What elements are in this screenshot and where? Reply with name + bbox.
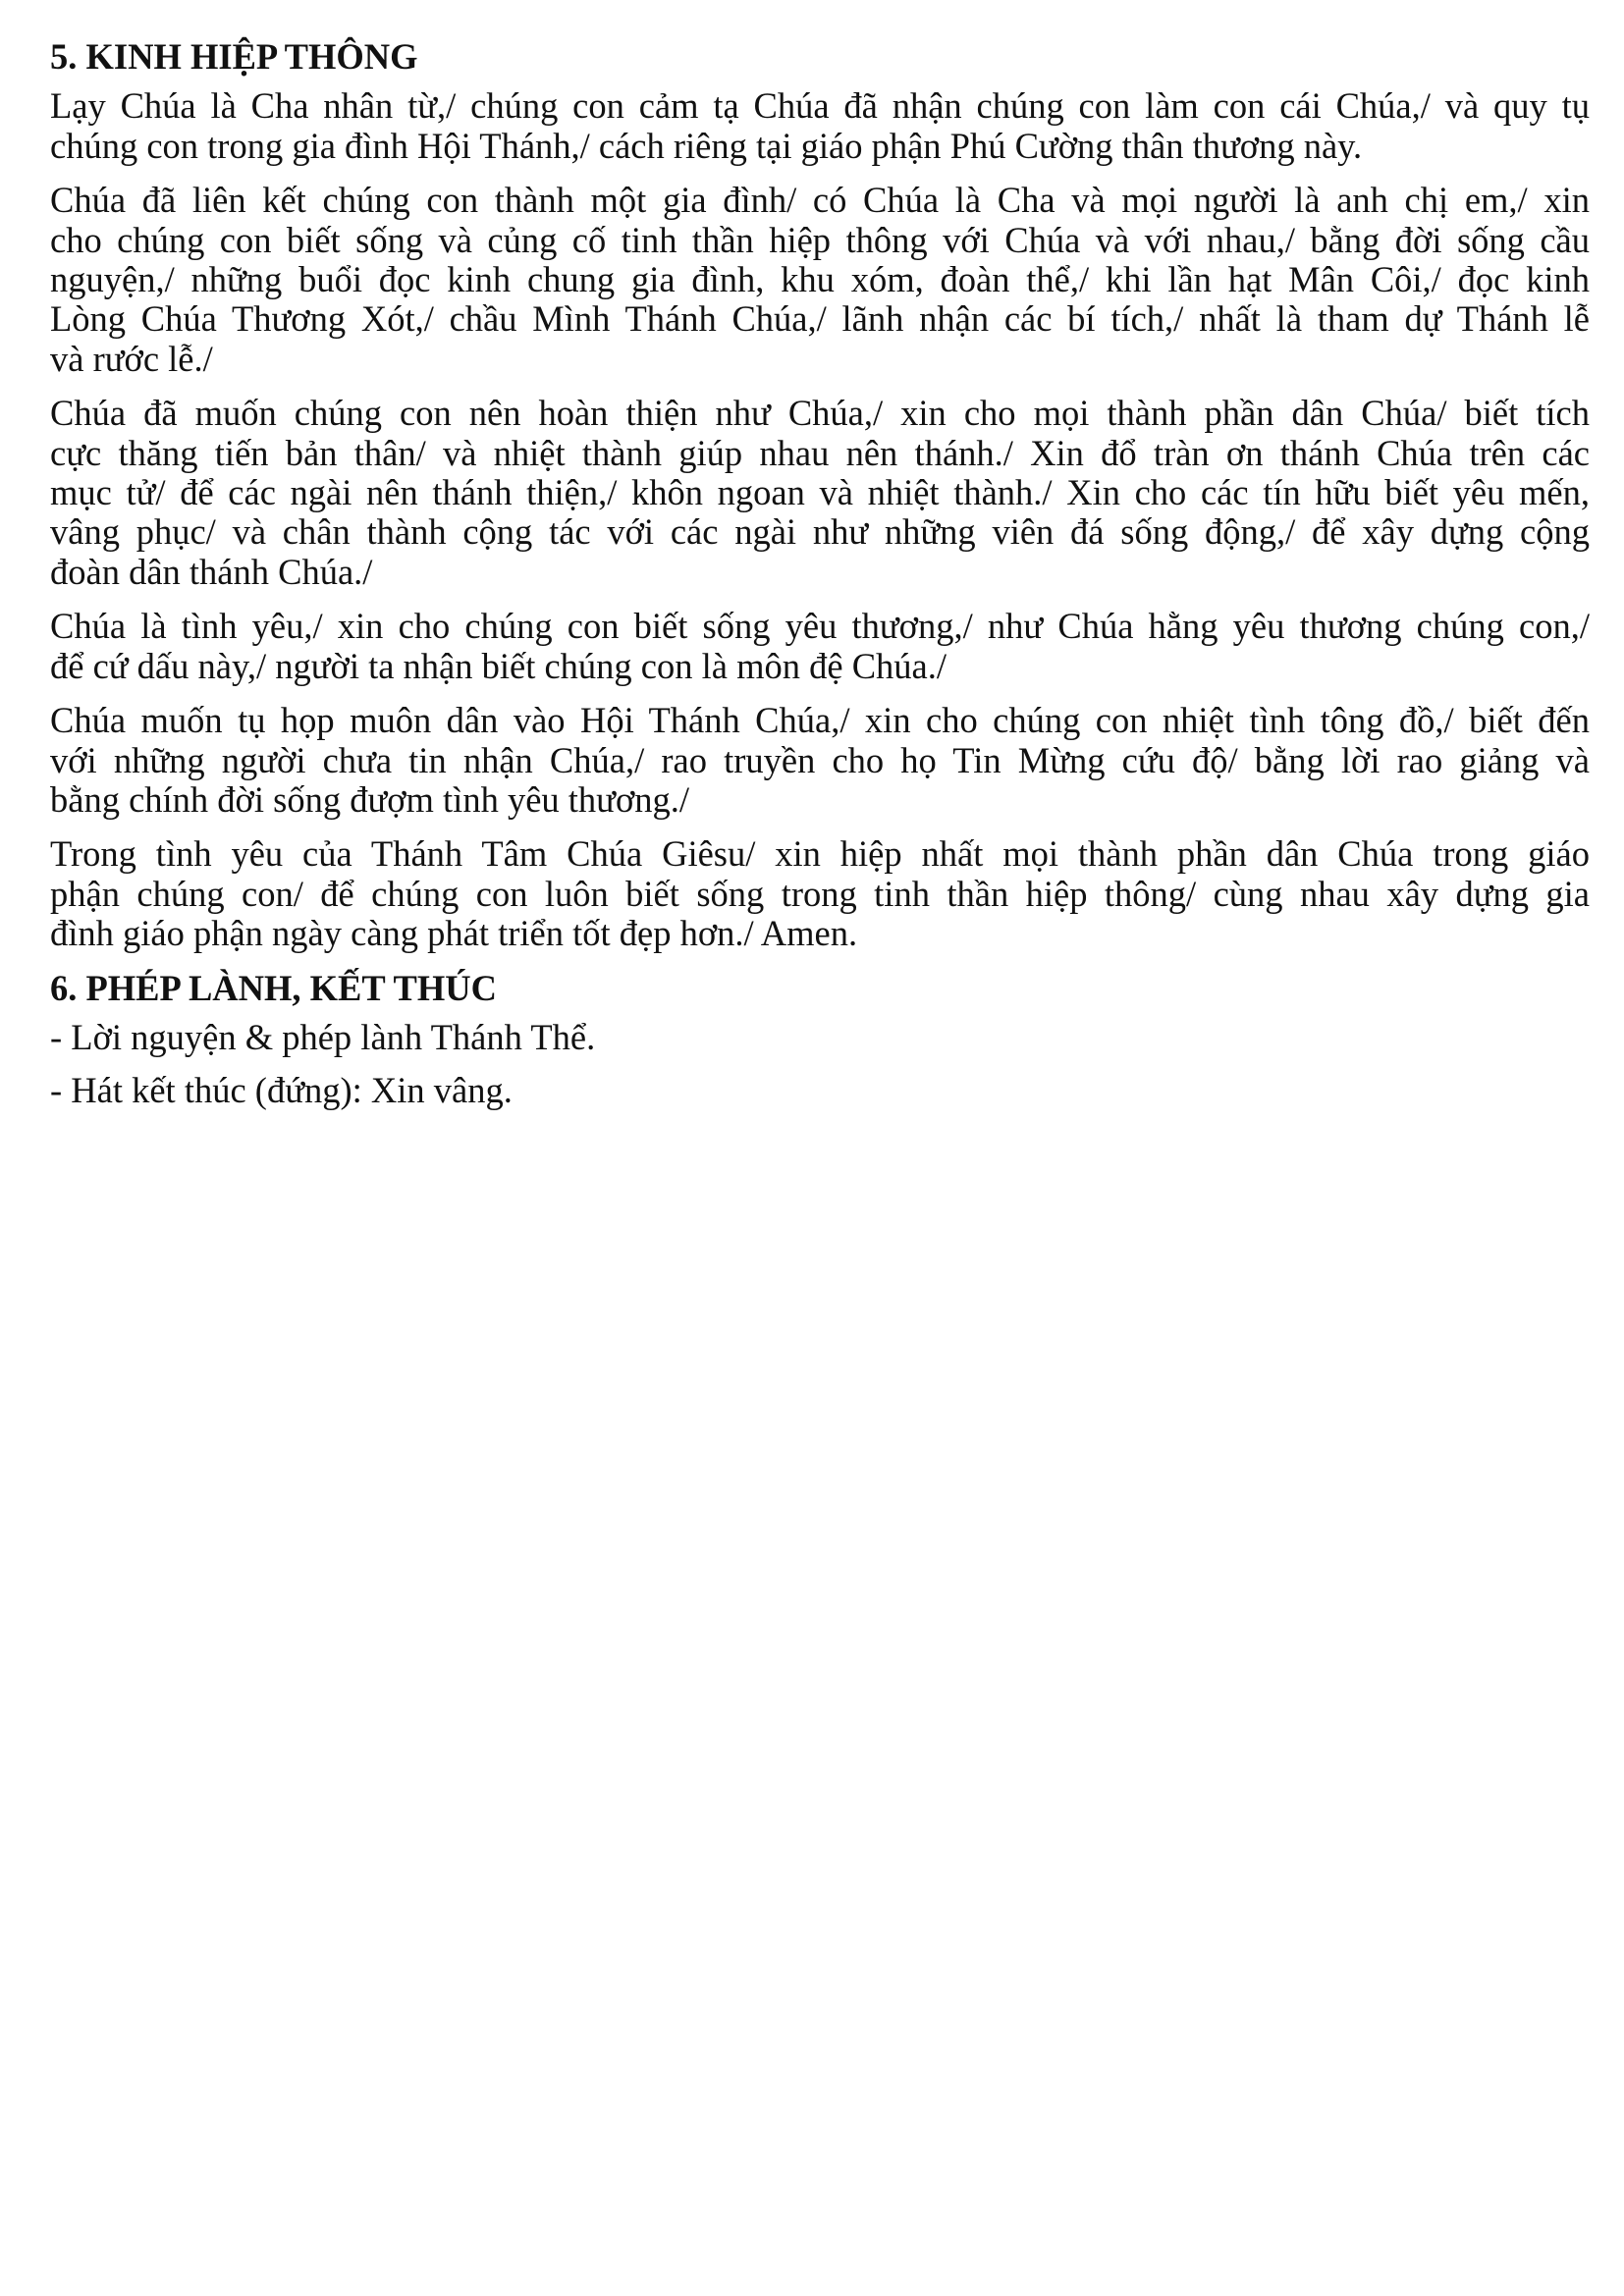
prayer-paragraph <box>50 607 1590 686</box>
paragraph-line: cực thăng tiến bản thân/ và nhiệt thành giúp nhau nên thánh./ Xin đổ tràn ơn thánh Chúa trên các <box>50 432 1590 473</box>
paragraph-line: vâng phục/ và chân thành cộng tác với các ngài như những viên đá sống động,/ để xây dựng cộng <box>50 511 1590 553</box>
paragraph-line: để cứ dấu này,/ người ta nhận biết chúng con là môn đệ Chúa./ <box>50 645 947 686</box>
paragraph-line: chúng con trong gia đình Hội Thánh,/ cách riêng tại giáo phận Phú Cường thân thương này. <box>50 125 1363 166</box>
section-5-heading: 5. KINH HIỆP THÔNG <box>50 36 418 77</box>
paragraph-line: Chúa là tình yêu,/ xin cho chúng con biết sống yêu thương,/ như Chúa hằng yêu thương chúng con,/ <box>50 606 1590 647</box>
section-6-heading: 6. PHÉP LÀNH, KẾT THÚC <box>50 967 497 1008</box>
paragraph-line: phận chúng con/ để chúng con luôn biết sống trong tinh thần hiệp thông/ cùng nhau xây dựng gia <box>50 873 1590 914</box>
closing-item: - Hát kết thúc (đứng): Xin vâng. <box>50 1070 513 1111</box>
section-5-body <box>50 86 1590 953</box>
paragraph-line: Lòng Chúa Thương Xót,/ chầu Mình Thánh Chúa,/ lãnh nhận các bí tích,/ nhất là tham dự Thánh lễ <box>50 298 1590 340</box>
paragraph-line: bằng chính đời sống đượm tình yêu thương./ <box>50 778 690 820</box>
paragraph-line: Chúa muốn tụ họp muôn dân vào Hội Thánh Chúa,/ xin cho chúng con nhiệt tình tông đồ,/ biết đến <box>50 700 1590 741</box>
closing-item: - Lời nguyện & phép lành Thánh Thể. <box>50 1016 596 1057</box>
paragraph-line: đình giáo phận ngày càng phát triển tốt đẹp hơn./ Amen. <box>50 913 858 954</box>
document-page <box>50 37 1590 1125</box>
paragraph-line: và rước lễ./ <box>50 338 213 379</box>
prayer-paragraph <box>50 86 1590 166</box>
prayer-paragraph <box>50 834 1590 953</box>
section-6-body <box>50 1018 1590 1111</box>
paragraph-line: Lạy Chúa là Cha nhân từ,/ chúng con cảm tạ Chúa đã nhận chúng con làm con cái Chúa,/ và quy tụ <box>50 85 1590 127</box>
prayer-paragraph <box>50 394 1590 592</box>
paragraph-line: Chúa đã liên kết chúng con thành một gia đình/ có Chúa là Cha và mọi người là anh chị em,/ xin <box>50 180 1590 221</box>
paragraph-line: cho chúng con biết sống và củng cố tinh thần hiệp thông với Chúa và với nhau,/ bằng đời sống cầu <box>50 219 1590 260</box>
prayer-paragraph <box>50 181 1590 379</box>
paragraph-line: mục tử/ để các ngài nên thánh thiện,/ khôn ngoan và nhiệt thành./ Xin cho các tín hữu biết yêu mến, <box>50 472 1590 513</box>
paragraph-line: với những người chưa tin nhận Chúa,/ rao truyền cho họ Tin Mừng cứu độ/ bằng lời rao giảng và <box>50 739 1590 780</box>
paragraph-line: đoàn dân thánh Chúa./ <box>50 551 373 592</box>
paragraph-line: Chúa đã muốn chúng con nên hoàn thiện như Chúa,/ xin cho mọi thành phần dân Chúa/ biết tích <box>50 393 1590 434</box>
paragraph-line: Trong tình yêu của Thánh Tâm Chúa Giêsu/ xin hiệp nhất mọi thành phần dân Chúa trong giáo <box>50 833 1590 875</box>
paragraph-line: nguyện,/ những buổi đọc kinh chung gia đình, khu xóm, đoàn thể,/ khi lần hạt Mân Côi,/ đọc kinh <box>50 259 1590 300</box>
prayer-paragraph <box>50 701 1590 820</box>
